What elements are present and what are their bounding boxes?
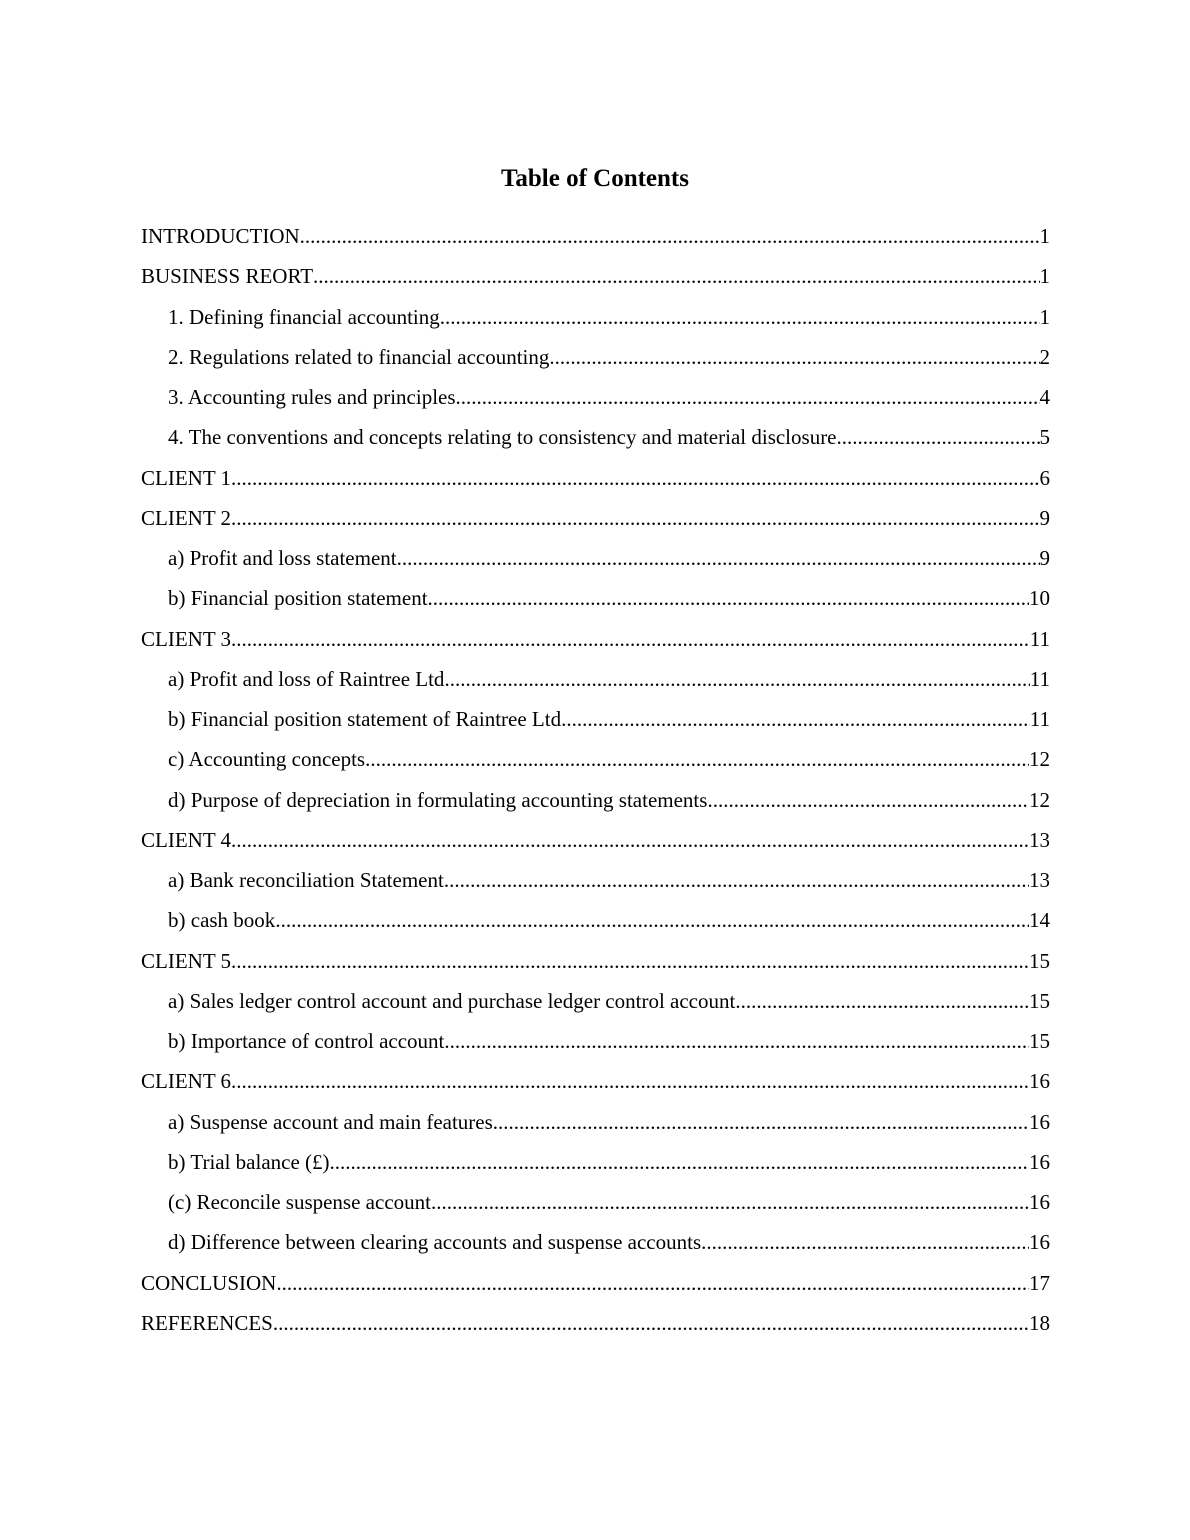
toc-entry[interactable] [141,1142,1050,1182]
toc-entry-page-number: 1 [1039,264,1050,289]
toc-entry-page-number: 15 [1029,948,1050,973]
toc-entry-page-number: 9 [1039,546,1050,570]
toc-entry[interactable] [141,216,1050,256]
toc-entry-page-number: 11 [1029,707,1050,731]
toc-entry[interactable] [141,297,1050,337]
toc-entry-label: b) Trial balance (£) [168,1149,330,1174]
toc-entry-label: 2. Regulations related to financial accounting [168,344,550,369]
toc-entry-label: CLIENT 2 [141,505,232,530]
toc-dot-leader [276,1263,1029,1303]
toc-dot-leader [428,578,1029,618]
toc-dot-leader [431,1182,1029,1222]
toc-dot-leader [837,417,1040,457]
toc-entry[interactable] [141,1102,1050,1142]
toc-entry-page-number: 11 [1029,666,1050,691]
toc-dot-leader [444,860,1029,900]
toc-entry-page-number: 2 [1039,344,1050,369]
toc-dot-leader [275,900,1029,940]
toc-entry-page-number: 1 [1039,224,1050,248]
toc-entry-label: CONCLUSION [141,1270,277,1295]
toc-dot-leader [444,659,1029,699]
toc-entry[interactable] [141,941,1050,981]
toc-entry[interactable] [141,900,1050,940]
toc-entry-label: CLIENT 5 [141,948,232,973]
toc-entry[interactable] [141,578,1050,618]
toc-entry-page-number: 13 [1029,827,1050,852]
toc-entry-label: c) Accounting concepts [168,747,366,772]
toc-entry-label: 1. Defining financial accounting [168,304,440,329]
toc-dot-leader [493,1102,1029,1142]
toc-entry[interactable] [141,699,1050,739]
toc-entry[interactable] [141,659,1050,699]
toc-entry-page-number: 16 [1029,1230,1050,1255]
toc-entry-page-number: 12 [1029,787,1050,812]
toc-entry-page-number: 18 [1029,1310,1050,1335]
toc-dot-leader [549,337,1039,377]
toc-entry[interactable] [141,1061,1050,1101]
toc-dot-leader [231,498,1039,538]
toc-entry[interactable] [141,1021,1050,1061]
toc-entry-page-number: 6 [1039,465,1050,490]
toc-entry-page-number: 5 [1039,425,1050,450]
toc-entry-page-number: 16 [1029,1069,1050,1094]
toc-dot-leader [735,981,1029,1021]
toc-entry-page-number: 16 [1029,1109,1050,1134]
toc-entry-page-number: 10 [1029,586,1050,611]
toc-entry-page-number: 16 [1029,1190,1050,1214]
toc-entry[interactable] [141,860,1050,900]
toc-entry[interactable] [141,780,1050,820]
toc-dot-leader [330,1142,1029,1182]
toc-entry-label: b) Financial position statement of Raintree Ltd [168,707,562,731]
toc-entry-label: 3. Accounting rules and principles [168,385,456,409]
toc-entry[interactable] [141,538,1050,578]
toc-dot-leader [300,216,1040,256]
toc-entry-page-number: 17 [1029,1270,1050,1295]
toc-entry-label: a) Profit and loss of Raintree Ltd [168,666,445,691]
toc-entry[interactable] [141,981,1050,1021]
toc-entry[interactable] [141,1263,1050,1303]
toc-entry-label: REFERENCES [141,1310,273,1335]
toc-entry-page-number: 15 [1029,1029,1050,1053]
toc-entry-page-number: 15 [1029,988,1050,1013]
toc-entry-label: d) Difference between clearing accounts and suspense accounts [168,1230,702,1255]
toc-entry-label: INTRODUCTION [141,224,300,248]
toc-entry-page-number: 13 [1029,868,1050,892]
toc-entry-page-number: 9 [1039,505,1050,530]
toc-entry-label: b) Financial position statement [168,586,428,611]
toc-entry-page-number: 4 [1039,385,1050,409]
toc-list [141,216,1050,1343]
toc-entry[interactable] [141,458,1050,498]
toc-entry-label: CLIENT 6 [141,1069,232,1094]
toc-dot-leader [440,297,1040,337]
toc-entry[interactable] [141,498,1050,538]
toc-title: Table of Contents [501,165,689,192]
toc-dot-leader [231,619,1030,659]
toc-dot-leader [707,780,1029,820]
toc-dot-leader [397,538,1040,578]
toc-entry-label: 4. The conventions and concepts relating to consistency and material disclosure [168,425,837,450]
toc-entry-label: b) cash book [168,908,276,933]
toc-entry-label: CLIENT 1 [141,465,232,490]
toc-entry-label: a) Sales ledger control account and purchase ledger control account [168,988,736,1013]
toc-dot-leader [231,458,1039,498]
toc-entry-page-number: 16 [1029,1149,1050,1174]
toc-dot-leader [444,1021,1029,1061]
toc-dot-leader [273,1303,1029,1343]
toc-dot-leader [365,739,1029,779]
toc-dot-leader [231,1061,1029,1101]
toc-entry-label: b) Importance of control account [168,1029,445,1053]
toc-entry[interactable] [141,417,1050,457]
toc-entry-label: d) Purpose of depreciation in formulating accounting statements [168,787,708,812]
toc-entry-page-number: 14 [1029,908,1050,933]
toc-entry-label: a) Bank reconciliation Statement [168,868,444,892]
toc-entry[interactable] [141,619,1050,659]
toc-entry[interactable] [141,1182,1050,1222]
toc-dot-leader [313,256,1039,296]
toc-dot-leader [456,377,1040,417]
toc-dot-leader [561,699,1030,739]
toc-entry-label: a) Profit and loss statement [168,546,397,570]
toc-entry[interactable] [141,337,1050,377]
toc-entry-label: BUSINESS REORT [141,264,314,289]
toc-dot-leader [701,1222,1029,1262]
toc-entry[interactable] [141,256,1050,296]
toc-entry-label: CLIENT 4 [141,827,232,852]
toc-entry[interactable] [141,377,1050,417]
toc-entry-label: CLIENT 3 [141,626,232,651]
toc-dot-leader [231,820,1029,860]
toc-entry[interactable] [141,739,1050,779]
toc-entry-page-number: 12 [1029,747,1050,772]
toc-entry-label: (c) Reconcile suspense account [168,1190,431,1214]
toc-entry-page-number: 1 [1039,304,1050,329]
toc-dot-leader [231,941,1029,981]
toc-entry[interactable] [141,820,1050,860]
toc-entry-page-number: 11 [1029,626,1050,651]
toc-entry[interactable] [141,1303,1050,1343]
toc-entry-label: a) Suspense account and main features [168,1109,493,1134]
toc-entry[interactable] [141,1222,1050,1262]
